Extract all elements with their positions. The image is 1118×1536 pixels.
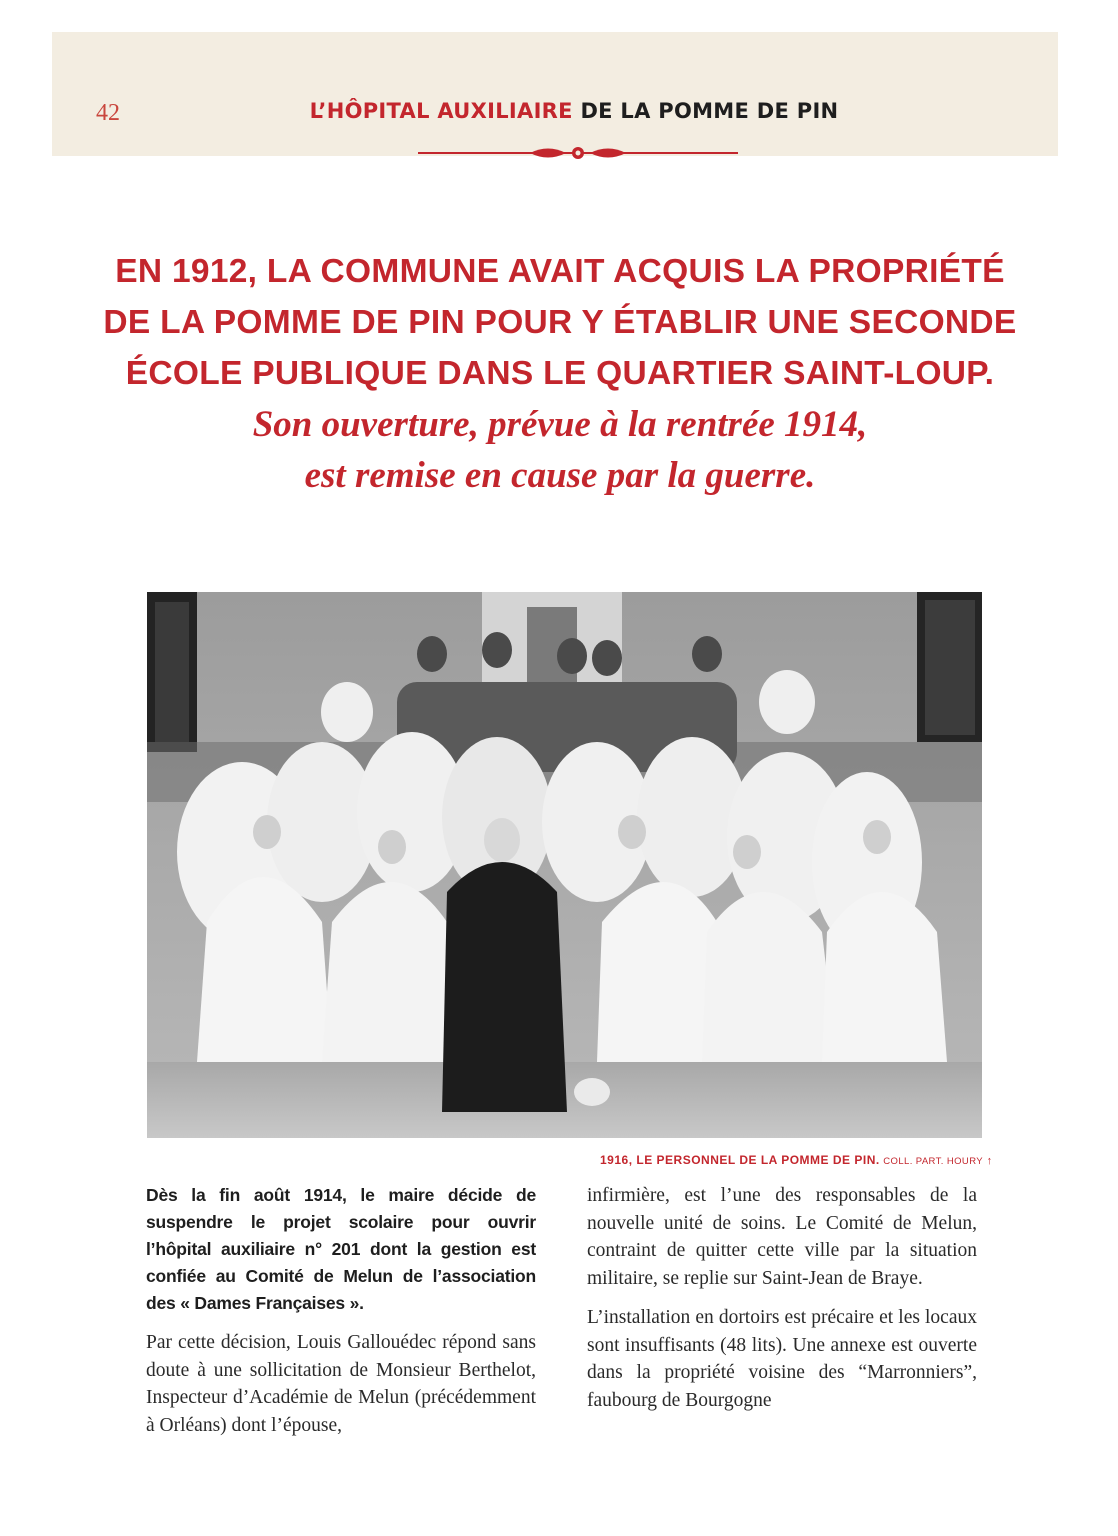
- header-band: [52, 32, 1058, 156]
- running-title: [0, 99, 1118, 123]
- group-photograph: [147, 592, 982, 1138]
- lead-line: EN 1912, LA COMMUNE AVAIT ACQUIS LA PROPRIÉTÉ: [115, 253, 1005, 290]
- running-title-red: L’HÔPITAL AUXILIAIRE: [309, 99, 573, 123]
- body-paragraph: infirmière, est l’une des responsables de la nouvelle unité de soins. Le Comité de Melun, contraint de quitter cette ville par la situation militaire, se replie sur Saint-Jean de Braye.: [587, 1185, 977, 1289]
- running-title-dark: DE LA POMME DE PIN: [580, 99, 839, 123]
- body-paragraph: Par cette décision, Louis Gallouédec répond sans doute à une sollicitation de Monsieur Berthelot, Inspecteur d’Académie de Melun (précédemment à Orléans) dont l’épouse,: [146, 1332, 536, 1436]
- arrow-up-icon: ↑: [986, 1155, 993, 1167]
- ornament-divider-icon: [418, 142, 738, 164]
- right-column: [587, 1182, 977, 1426]
- body-paragraph: L’installation en dortoirs est précaire et les locaux sont insuffisants (48 lits). Une annexe est ouverte dans la propriété voisine des “Marronniers”, faubourg de Bourgogne: [587, 1307, 977, 1411]
- lead-line: ÉCOLE PUBLIQUE DANS LE QUARTIER SAINT-LOUP.: [125, 355, 995, 392]
- lead-italic-line: est remise en cause par la guerre.: [304, 455, 816, 496]
- lead-paragraph: [60, 246, 1060, 501]
- left-column: [146, 1182, 536, 1451]
- caption-text: 1916, LE PERSONNEL DE LA POMME DE PIN.: [600, 1153, 880, 1167]
- caption-credit: COLL. PART. HOURY: [883, 1156, 984, 1167]
- lead-line: DE LA POMME DE PIN POUR Y ÉTABLIR UNE SECONDE: [103, 304, 1017, 341]
- intro-paragraph: Dès la fin août 1914, le maire décide de suspendre le projet scolaire pour ouvrir l’hôpital auxiliaire n° 201 dont la gestion est confiée au Comité de Melun de l’association des « Dames Françaises ».: [146, 1185, 536, 1313]
- photo-caption: [600, 1153, 993, 1167]
- page-number: 42: [96, 100, 120, 126]
- lead-italic-line: Son ouverture, prévue à la rentrée 1914,: [252, 404, 868, 445]
